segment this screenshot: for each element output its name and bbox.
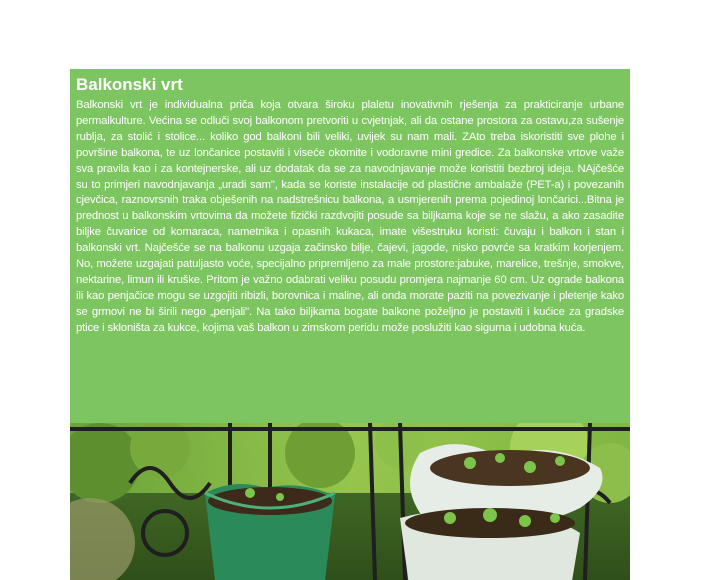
article-body: Balkonski vrt je individualna priča koja otvara široku plaletu inovativnih rješenja za prakticiranje urbane permalkulture. Većina se odluči svoj balkonom pretvoriti u cvjetnjak, ali da ostane prostora za ostavu,za sušenje rublja, za stolić i stolice... koliko god balkoni bili veliki, uvijek su nam mali. ZAto treba iskoristiti sve plohe i površine balkona, te uz lončanice postaviti i viseće okomite i vodoravne mini gredice. Za balkonske vrtove važe sva pravila kao i za kontejnerske, ali uz dodatak da se za navodnjavanje može koristiti bezbroj ideja. NAjčešće su to primjeri navodnjavanja „uradi sam", kada se koriste instalacije od plastične ambalaže (PET-a) i povezanih cjevčica, raznovrsnih traka obješenih na nadstrešnicu balkona, a usmjerenih prema pojedinoj lončarici...Bitna je prednost u balkonskim vrtovima da možete fizički razdvojiti posude sa biljkama koje se ne slažu, a ako zasadite biljke čuvarice od komaraca, nametnika i opasnih kukaca, imate višestruku koristi: čuvaju i balkon i stan i balkonski vrt. Najčešće se na balkonu uzgaja začinsko bilje, čajevi, jagode, nisko povrće sa kratkim korjenjem. No, možete uzgajati patuljasto voće, specijalno pripremljeno za male prostore:jabuke, marelice, trešnje, smokve, nektarine, limun ili kruške. Pritom je važno odabrati veliku posudu promjera najmanje 60 cm. Uz ograde balkona ili kao penjačice mogu se uzgojiti ribizli, borovnica i maline, ali onda morate paziti na povezivanje i pletenje kako se grmovi ne bi širili nego „penjali". Na tako biljkama bogate balkone poželjno je postaviti i kućice za gradske ptice i skloništa za kukce, kojima vaš balkon u zimskom peridu može poslužiti kao sigurna i udobna kuća. <box>76 99 624 334</box>
article-title: Balkonski vrt <box>76 75 183 94</box>
article-panel <box>70 69 630 423</box>
balcony-garden-illustration <box>70 423 630 580</box>
balcony-garden-photo <box>70 423 630 580</box>
